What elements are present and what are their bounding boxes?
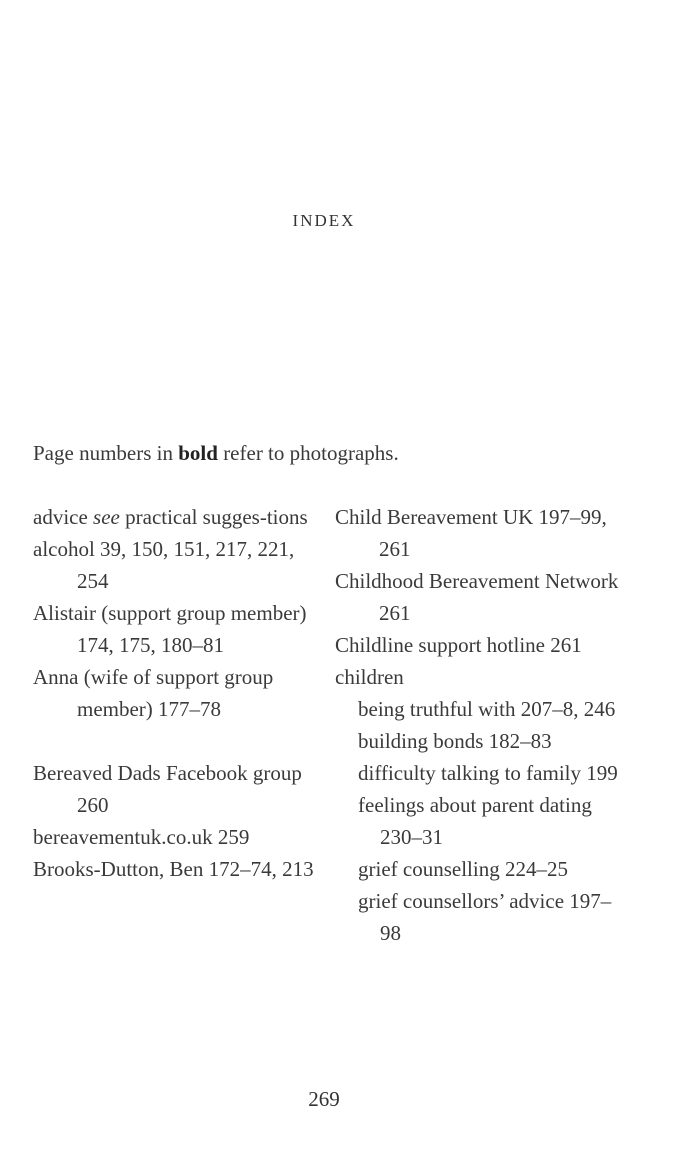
note-text-before: Page numbers in bbox=[33, 441, 179, 465]
index-entry-alistair: Alistair (support group member) 174, 175, 180–81 bbox=[33, 601, 307, 657]
index-entry-children: children bbox=[335, 665, 404, 689]
index-subentry: grief counsellors’ advice 197–98 bbox=[358, 889, 612, 945]
index-entry-anna: Anna (wife of support group member) 177–78 bbox=[33, 665, 274, 721]
index-entry-child-bereavement-uk: Child Bereavement UK 197–99, 261 bbox=[335, 505, 607, 561]
index-entry-childline: Childline support hotline 261 bbox=[335, 633, 582, 657]
index-column-left bbox=[33, 501, 318, 885]
index-entry-bereavementuk: bereavementuk.co.uk 259 bbox=[33, 825, 250, 849]
index-entry-brooks-dutton: Brooks-Dutton, Ben 172–74, 213 bbox=[33, 857, 314, 881]
index-column-right bbox=[335, 501, 625, 949]
note-bold-word: bold bbox=[178, 441, 218, 465]
index-subentry: building bonds 182–83 bbox=[358, 729, 552, 753]
index-entry-bereaved-dads: Bereaved Dads Facebook group 260 bbox=[33, 761, 302, 817]
index-entry-childhood-bereavement: Childhood Bereavement Network 261 bbox=[335, 569, 619, 625]
index-entry-alcohol: alcohol 39, 150, 151, 217, 221, 254 bbox=[33, 537, 295, 593]
see-reference: see bbox=[93, 505, 120, 529]
page-title: INDEX bbox=[292, 211, 356, 230]
letter-group-gap bbox=[33, 725, 318, 757]
index-subentry: grief counselling 224–25 bbox=[358, 857, 568, 881]
entry-text: advice bbox=[33, 505, 94, 529]
index-entry-advice bbox=[33, 501, 318, 533]
index-subentry: being truthful with 207–8, 246 bbox=[358, 697, 616, 721]
index-subentry: difficulty talking to family 199 bbox=[358, 761, 618, 785]
entry-text: practical sugges-tions bbox=[119, 505, 308, 529]
index-note bbox=[33, 437, 399, 469]
note-text-after: refer to photographs. bbox=[217, 441, 399, 465]
index-subentry: feelings about parent dating 230–31 bbox=[358, 793, 592, 849]
page-number: 269 bbox=[308, 1087, 340, 1111]
